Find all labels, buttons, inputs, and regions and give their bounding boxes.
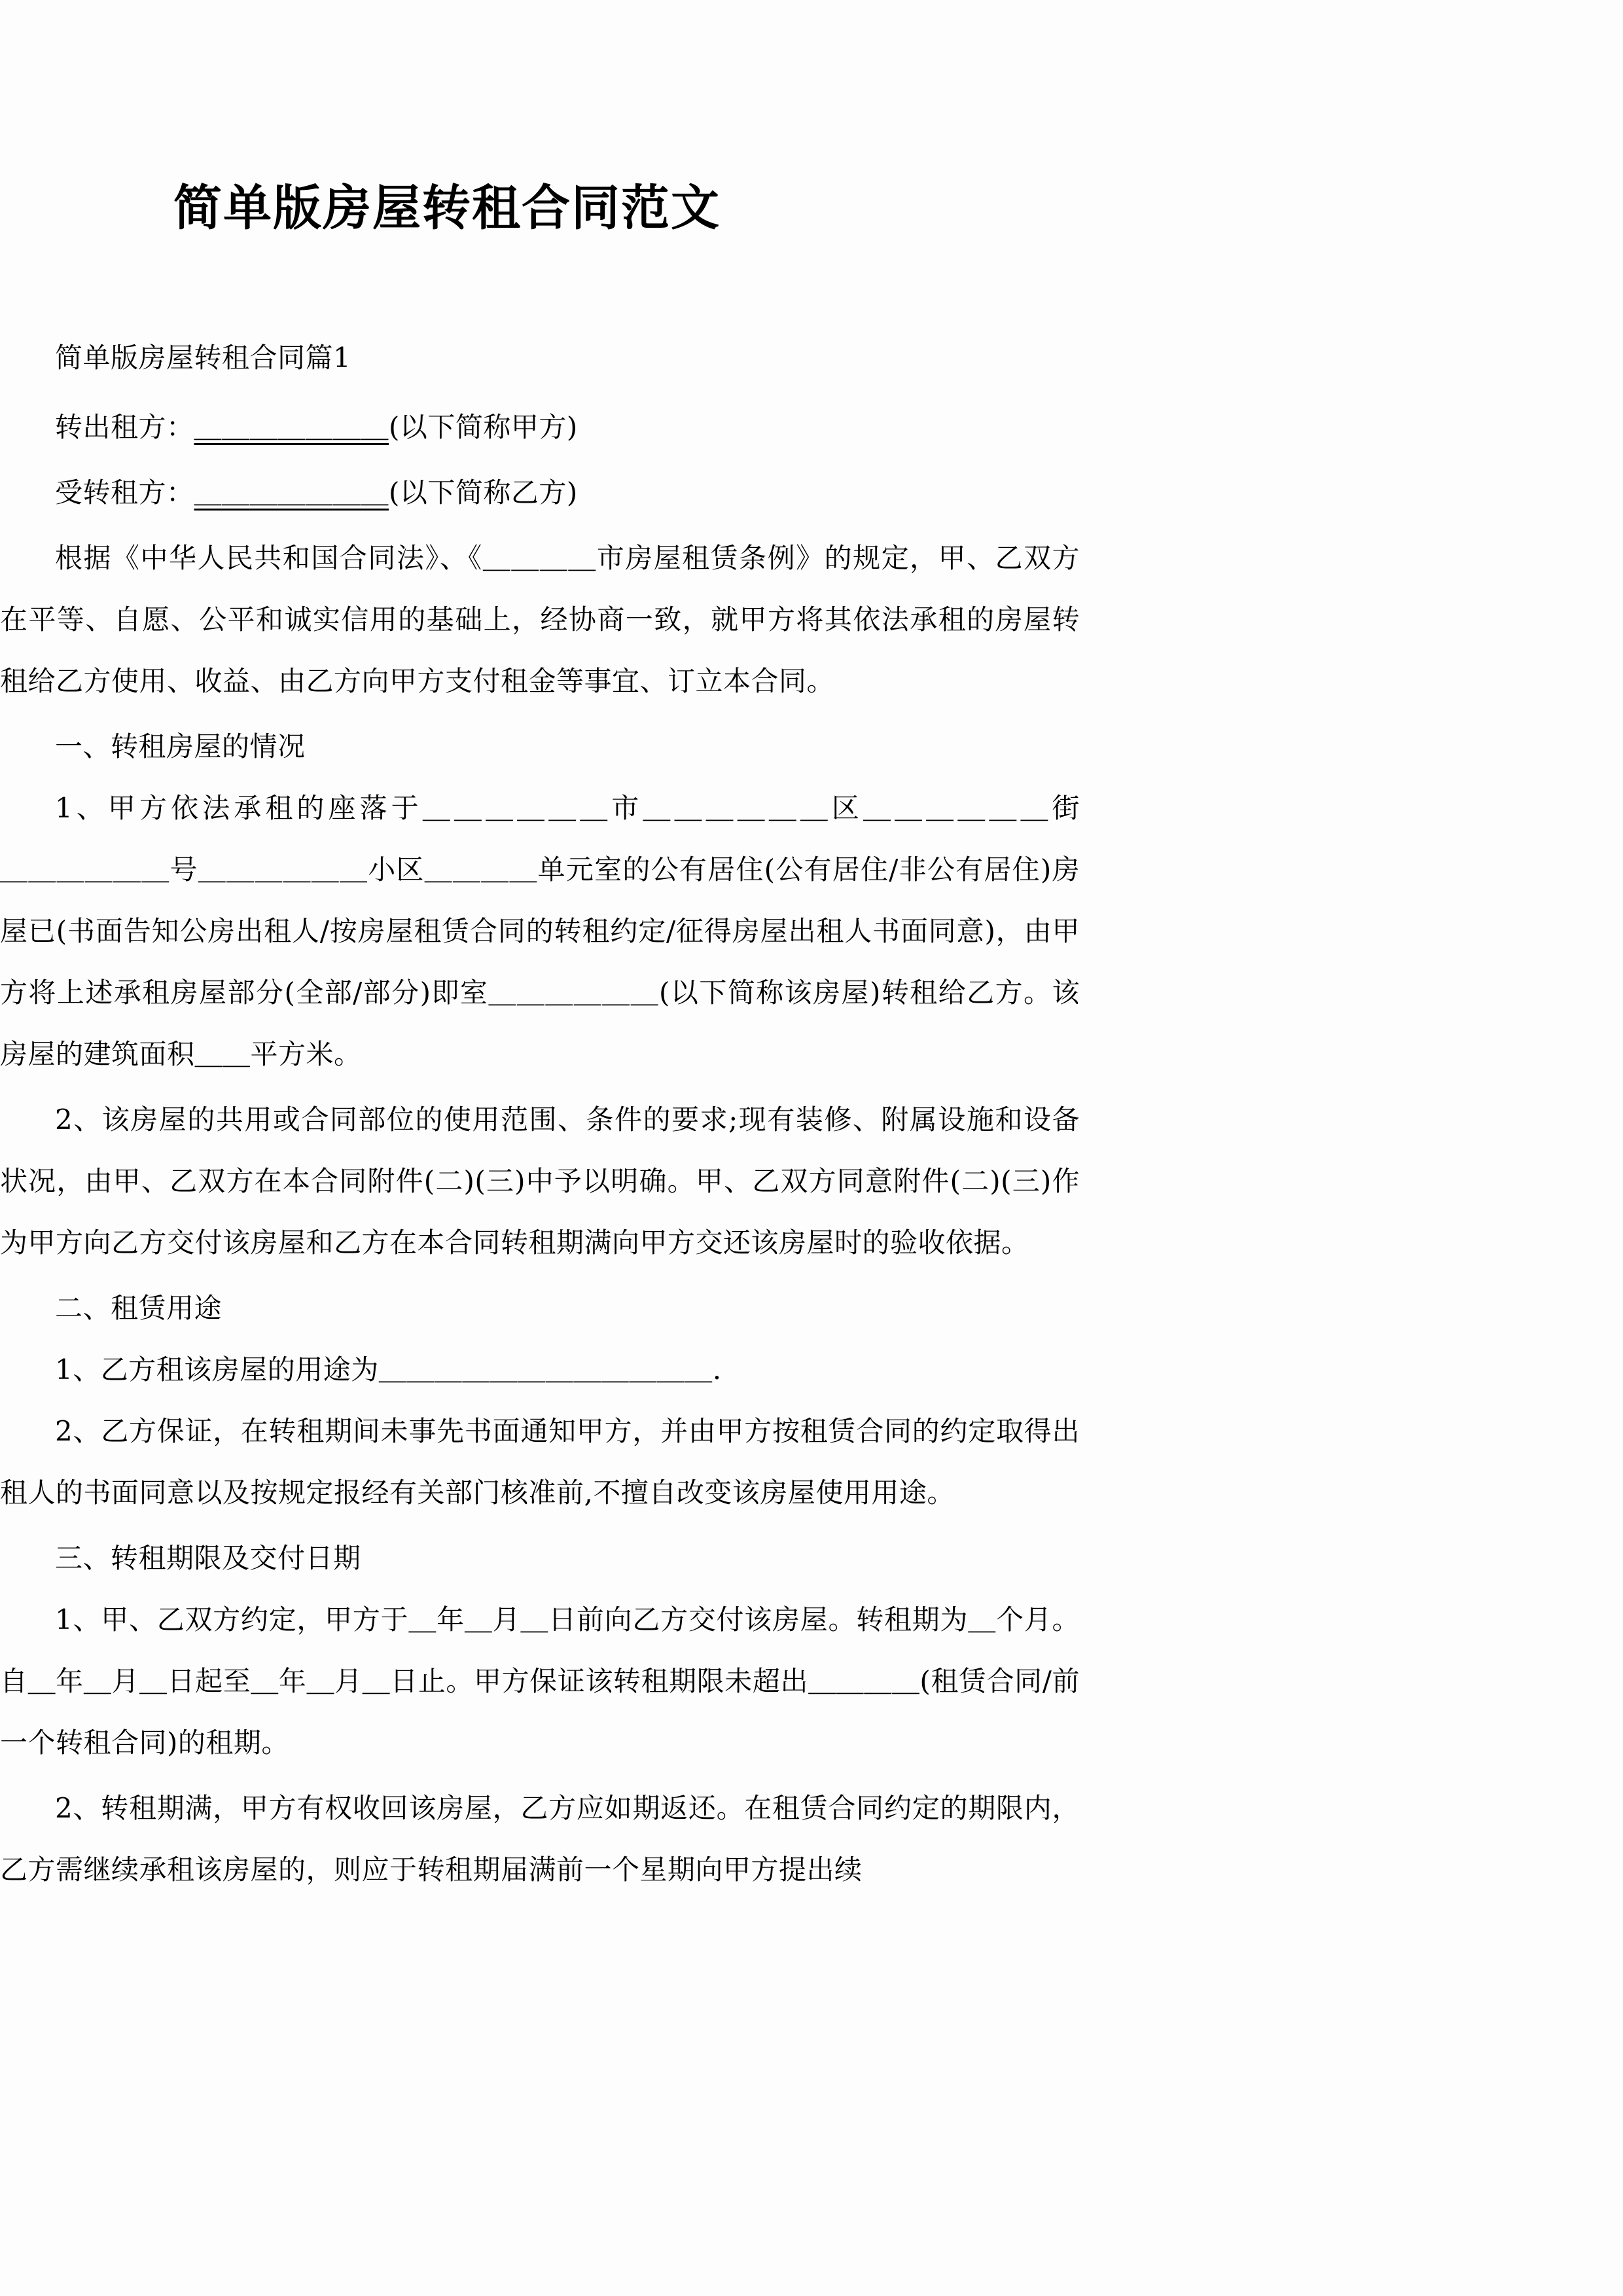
- section-2-item-1: [0, 1339, 1080, 1401]
- spacer: [0, 389, 1080, 397]
- page-title: 简单版房屋转租合同范文: [173, 180, 721, 236]
- lessee-label: 受转租方：: [55, 476, 194, 509]
- section-1-item-1-first-line: [0, 778, 1080, 839]
- section-heading-2: 二、租赁用途: [55, 1292, 223, 1324]
- section-1-item-2: [0, 1089, 1080, 1274]
- lessor-suffix: (以下简称甲方): [389, 411, 578, 443]
- item-label: 1、: [55, 1354, 101, 1386]
- item-text: 乙方保证，在转租期间未事先书面通知甲方，并由甲方按租赁合同的约定取得出租人的书面同意以及按规定报经有关部门核准前,不擅自改变该房屋使用用途。: [0, 1415, 1080, 1509]
- item-label: 1、: [55, 792, 108, 824]
- document-body: [0, 327, 1080, 1901]
- item-label: 1、: [55, 1604, 101, 1636]
- item-text: 该房屋的共用或合同部位的使用范围、条件的要求;现有装修、附属设施和设备状况，由甲、乙双方在本合同附件(二)(三)中予以明确。甲、乙双方同意附件(二)(三)作为甲方向乙方交付该房屋和乙方在本合同转租期满向甲方交还该房屋时的验收依据。: [0, 1103, 1080, 1259]
- item-first-line-text: 甲方依法承租的座落于＿＿＿＿＿＿市＿＿＿＿＿＿区＿＿＿＿＿＿街: [107, 792, 1080, 824]
- item-text: 甲、乙双方约定，甲方于＿年＿月＿日前向乙方交付该房屋。转租期为＿个月。自＿年＿月＿日起至＿年＿月＿日止。甲方保证该转租期限未超出＿＿＿＿(租赁合同/前一个转租合同)的租期。: [0, 1604, 1080, 1759]
- item-text: 乙方租该房屋的用途为＿＿＿＿＿＿＿＿＿＿＿＿.: [100, 1354, 722, 1386]
- subheading-paragraph: 简单版房屋转租合同篇1: [55, 342, 351, 374]
- party-lessee-line: [0, 462, 1080, 524]
- section-heading-3: 三、转租期限及交付日期: [55, 1542, 361, 1574]
- section-3-item-1: [0, 1589, 1080, 1774]
- item-label: 2、: [55, 1103, 102, 1136]
- item-label: 2、: [55, 1415, 101, 1447]
- item-text: 转租期满，甲方有权收回该房屋，乙方应如期返还。在租赁合同约定的期限内，乙方需继续承租该房屋的，则应于转租期届满前一个星期向甲方提出续: [0, 1792, 1080, 1886]
- section-1-item-1-body: ＿＿＿＿＿＿号＿＿＿＿＿＿小区＿＿＿＿单元室的公有居住(公有居住/非公有居住)房屋已(书面告知公房出租人/按房屋租赁合同的转租约定/征得房屋出租人书面同意)，由甲方将上述承租房屋部分(全部/部分)即室＿＿＿＿＿＿(以下简称该房屋)转租给乙方。该房屋的建筑面积＿＿平方米。: [0, 853, 1080, 1070]
- lessee-suffix: (以下简称乙方): [389, 476, 578, 509]
- lessor-label: 转出租方：: [55, 411, 194, 443]
- item-label: 2、: [55, 1792, 101, 1824]
- lessor-blank-field[interactable]: ＿＿＿＿＿＿＿: [194, 411, 389, 443]
- section-3-item-2: [0, 1778, 1080, 1901]
- section-2-item-2: [0, 1401, 1080, 1524]
- lessee-blank-field[interactable]: ＿＿＿＿＿＿＿: [194, 476, 389, 509]
- section-heading-1: 一、转租房屋的情况: [55, 730, 306, 762]
- party-lessor-line: [0, 397, 1080, 458]
- preamble-paragraph: 根据《中华人民共和国合同法》、《＿＿＿＿市房屋租赁条例》的规定，甲、乙双方在平等、自愿、公平和诚实信用的基础上，经协商一致，就甲方将其依法承租的房屋转租给乙方使用、收益、由乙方向甲方支付租金等事宜、订立本合同。: [0, 542, 1080, 697]
